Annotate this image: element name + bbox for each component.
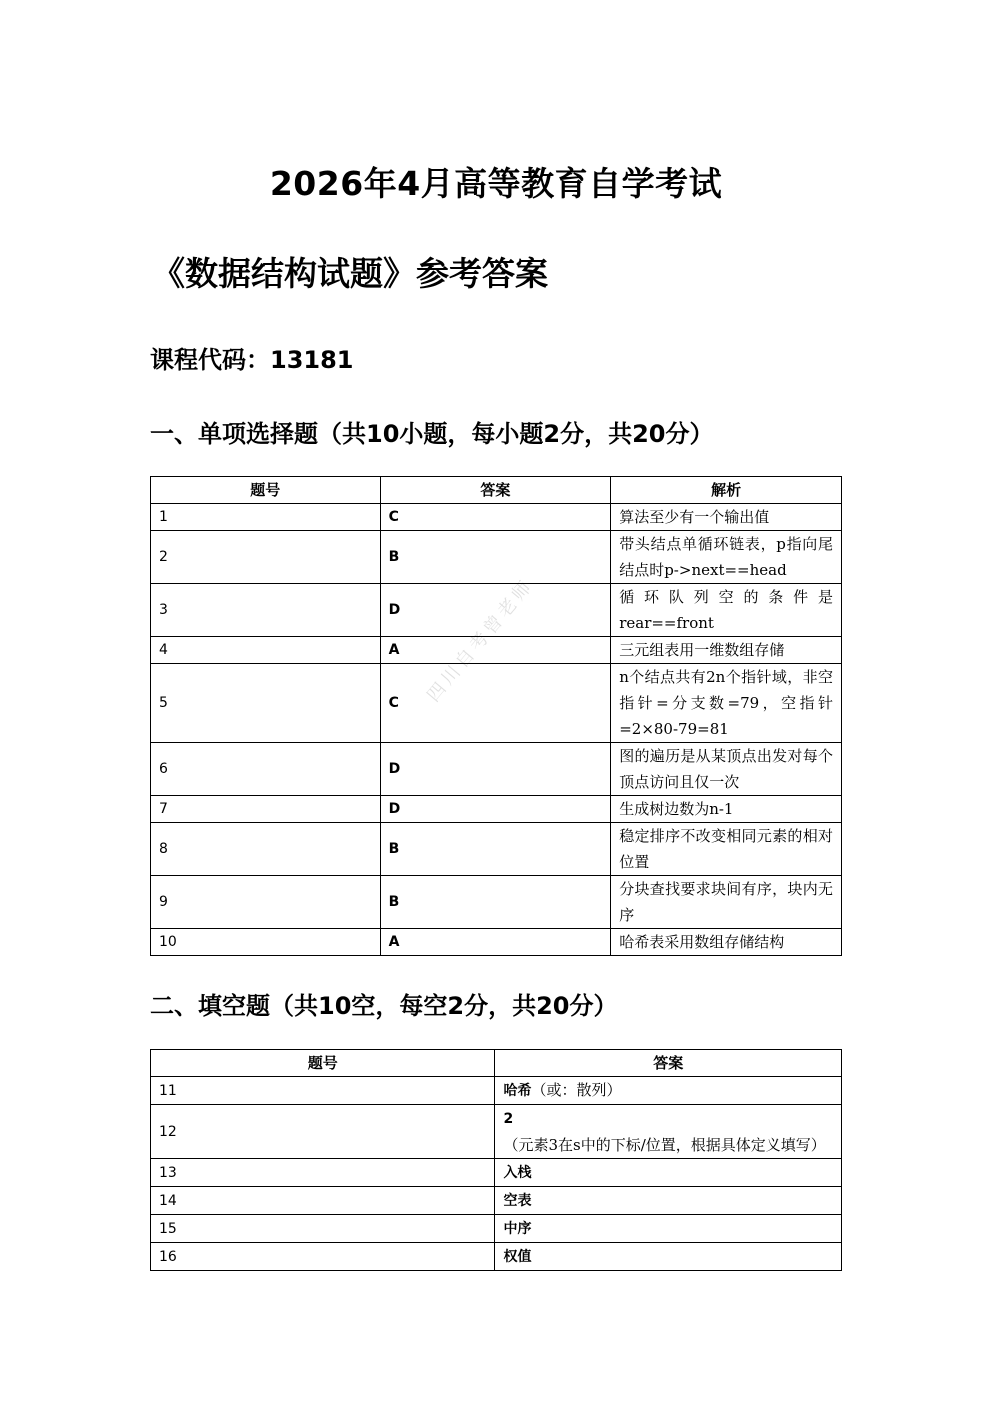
question-number: 10 bbox=[151, 929, 381, 956]
table-row bbox=[151, 1187, 842, 1215]
table-row bbox=[151, 637, 842, 664]
question-number: 2 bbox=[151, 531, 381, 584]
answer-cell: C bbox=[380, 664, 611, 743]
explanation-cell: 算法至少有一个输出值 bbox=[611, 504, 842, 531]
header-answer: 答案 bbox=[495, 1050, 842, 1077]
question-number: 11 bbox=[151, 1077, 495, 1105]
question-number: 15 bbox=[151, 1215, 495, 1243]
answer-cell bbox=[495, 1105, 842, 1159]
question-number: 7 bbox=[151, 796, 381, 823]
watermark: 四川自考曾老师 bbox=[423, 574, 539, 707]
answer-cell: B bbox=[380, 823, 611, 876]
answer-cell: A bbox=[380, 929, 611, 956]
question-number: 3 bbox=[151, 584, 381, 637]
answer-text: 权值 bbox=[503, 1249, 532, 1265]
table-row bbox=[151, 1215, 842, 1243]
section2-heading: 二、填空题（共10空，每空2分，共20分） bbox=[150, 992, 618, 1020]
answer-cell: D bbox=[380, 743, 611, 796]
answer-note: （元素3在s中的下标/位置，根据具体定义填写） bbox=[503, 1136, 826, 1154]
answer-text: 2 bbox=[503, 1111, 514, 1127]
fill-blank-table bbox=[150, 1049, 842, 1271]
course-code: 课程代码：13181 bbox=[150, 346, 354, 374]
table-row bbox=[151, 1243, 842, 1271]
answer-cell: D bbox=[380, 796, 611, 823]
explanation-cell: 生成树边数为n-1 bbox=[611, 796, 842, 823]
explanation-cell: 分块查找要求块间有序，块内无序 bbox=[611, 876, 842, 929]
answer-cell bbox=[495, 1077, 842, 1105]
explanation-cell: 带头结点单循环链表，p指向尾结点时p->next==head bbox=[611, 531, 842, 584]
table-row bbox=[151, 664, 842, 743]
explanation-cell: 稳定排序不改变相同元素的相对位置 bbox=[611, 823, 842, 876]
answer-cell bbox=[495, 1243, 842, 1271]
document-title: 2026年4月高等教育自学考试 bbox=[269, 164, 723, 203]
answer-text: 空表 bbox=[503, 1193, 532, 1209]
table-row bbox=[151, 796, 842, 823]
answer-cell bbox=[495, 1215, 842, 1243]
table-row bbox=[151, 823, 842, 876]
table-row bbox=[151, 876, 842, 929]
question-number: 12 bbox=[151, 1105, 495, 1159]
answer-note: （或：散列） bbox=[531, 1081, 622, 1099]
answer-cell: C bbox=[380, 504, 611, 531]
table-row bbox=[151, 743, 842, 796]
table-header-row bbox=[151, 477, 842, 504]
table-row bbox=[151, 929, 842, 956]
answer-cell: D bbox=[380, 584, 611, 637]
answer-cell: B bbox=[380, 876, 611, 929]
question-number: 8 bbox=[151, 823, 381, 876]
table-row bbox=[151, 1159, 842, 1187]
question-number: 6 bbox=[151, 743, 381, 796]
question-number: 16 bbox=[151, 1243, 495, 1271]
answer-cell: B bbox=[380, 531, 611, 584]
explanation-cell: n个结点共有2n个指针域，非空指针=分支数=79，空指针=2×80-79=81 bbox=[611, 664, 842, 743]
header-answer: 答案 bbox=[380, 477, 611, 504]
question-number: 4 bbox=[151, 637, 381, 664]
header-number: 题号 bbox=[151, 1050, 495, 1077]
section1-heading: 一、单项选择题（共10小题，每小题2分，共20分） bbox=[150, 420, 714, 448]
answer-cell bbox=[495, 1187, 842, 1215]
table-header-row bbox=[151, 1050, 842, 1077]
choice-answer-table bbox=[150, 476, 842, 956]
question-number: 9 bbox=[151, 876, 381, 929]
table-row bbox=[151, 1077, 842, 1105]
document-subtitle: 《数据结构试题》参考答案 bbox=[152, 254, 548, 293]
answer-text: 入栈 bbox=[503, 1165, 532, 1181]
header-explanation: 解析 bbox=[611, 477, 842, 504]
explanation-cell: 循环队列空的条件是rear==front bbox=[611, 584, 842, 637]
explanation-cell: 图的遍历是从某顶点出发对每个顶点访问且仅一次 bbox=[611, 743, 842, 796]
answer-cell: A bbox=[380, 637, 611, 664]
question-number: 1 bbox=[151, 504, 381, 531]
explanation-cell: 三元组表用一维数组存储 bbox=[611, 637, 842, 664]
question-number: 14 bbox=[151, 1187, 495, 1215]
question-number: 13 bbox=[151, 1159, 495, 1187]
answer-text: 哈希 bbox=[503, 1083, 532, 1099]
header-number: 题号 bbox=[151, 477, 381, 504]
question-number: 5 bbox=[151, 664, 381, 743]
table-row bbox=[151, 1105, 842, 1159]
explanation-cell: 哈希表采用数组存储结构 bbox=[611, 929, 842, 956]
answer-cell bbox=[495, 1159, 842, 1187]
table-row bbox=[151, 531, 842, 584]
answer-text: 中序 bbox=[503, 1221, 532, 1237]
table-row bbox=[151, 504, 842, 531]
